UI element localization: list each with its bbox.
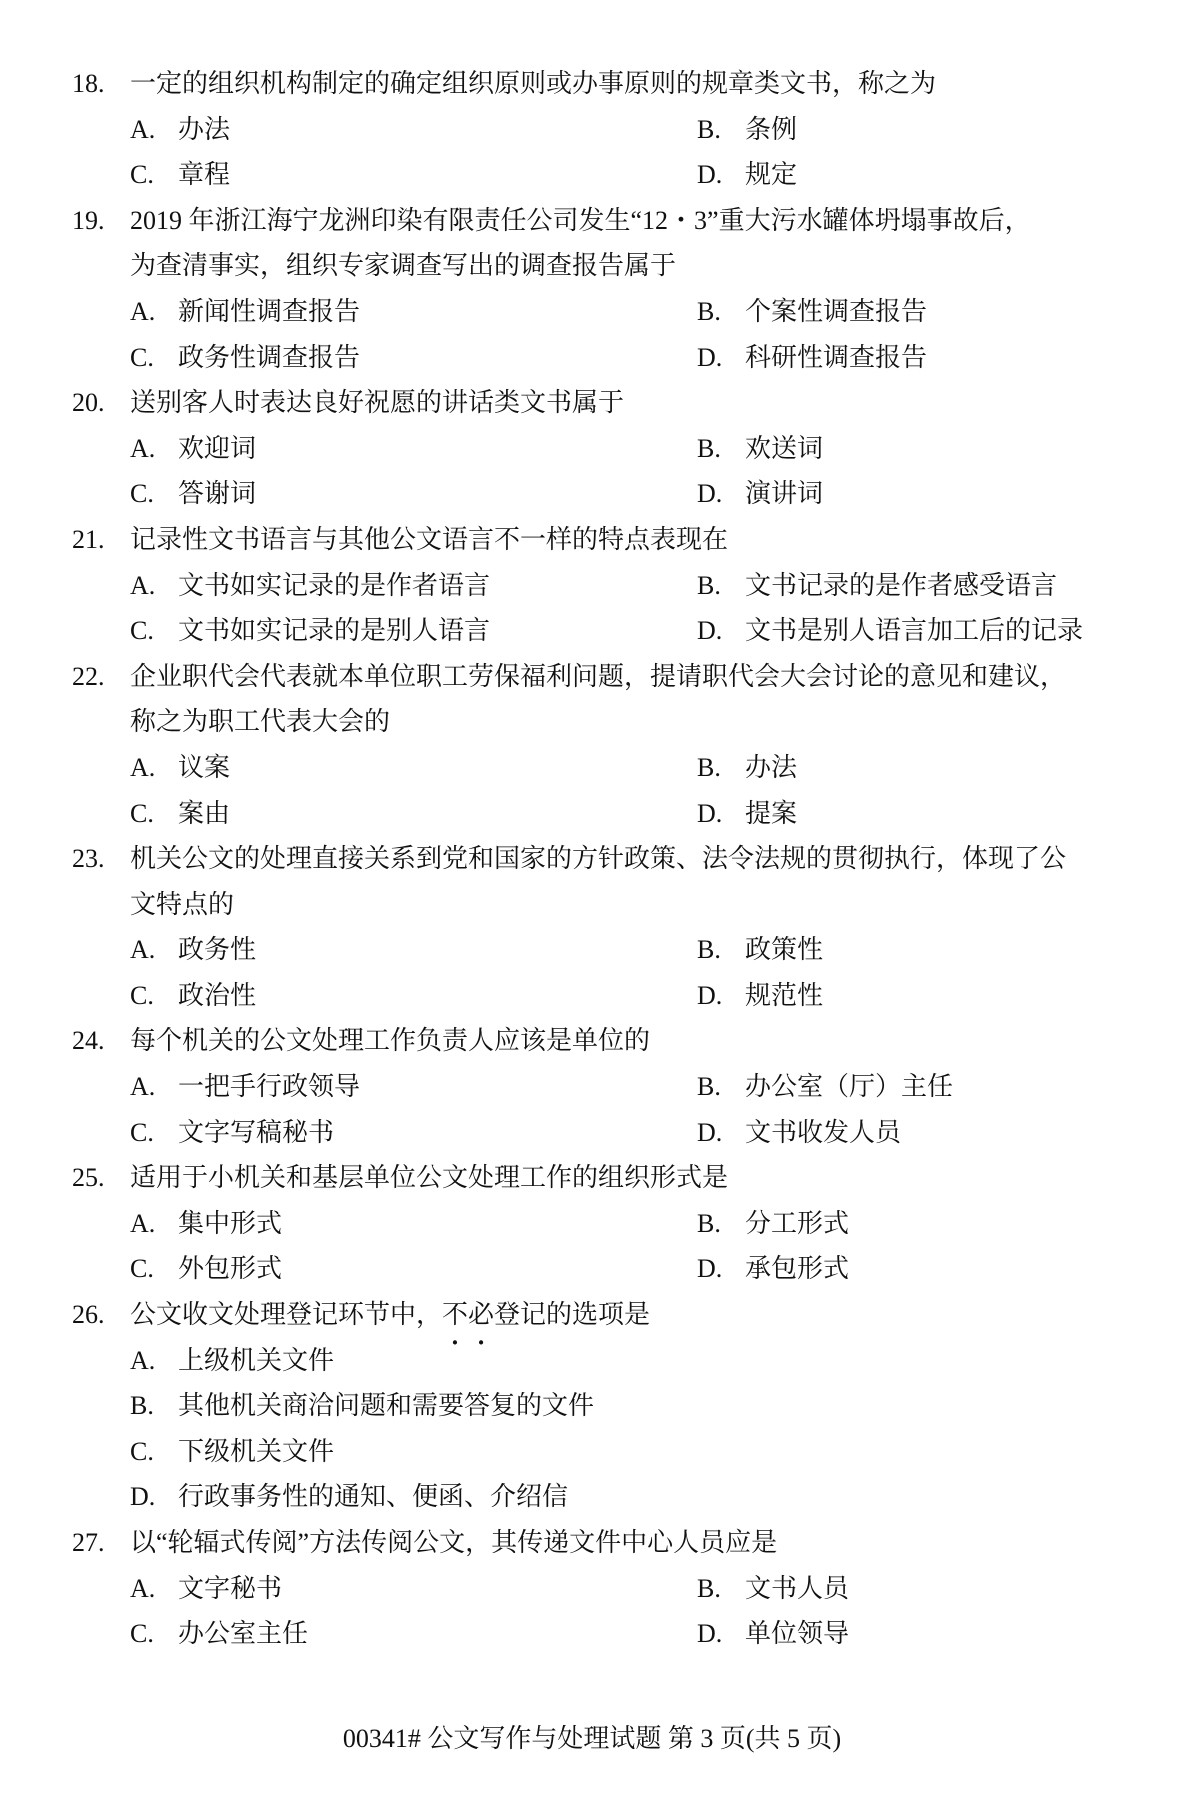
option-row — [0, 608, 1184, 654]
question-line — [0, 699, 1184, 745]
option-row — [0, 1383, 1184, 1429]
question-18 — [0, 61, 1184, 198]
question-text: 送别客人时表达良好祝愿的讲话类文书属于 — [130, 388, 625, 418]
option-row — [0, 927, 1184, 973]
question-19 — [0, 198, 1184, 380]
option-text: 下级机关文件 — [178, 1436, 335, 1466]
option-text: 欢送词 — [745, 433, 824, 463]
option-b — [697, 107, 797, 153]
option-label: B. — [697, 1573, 721, 1603]
option-label: B. — [697, 1208, 721, 1238]
question-line — [0, 243, 1184, 289]
option-row — [0, 471, 1184, 517]
option-row — [0, 1338, 1184, 1384]
option-label: C. — [130, 1436, 154, 1466]
option-text: 科研性调查报告 — [745, 342, 928, 372]
question-text: 一定的组织机构制定的确定组织原则或办事原则的规章类文书，称之为 — [130, 69, 937, 98]
option-row — [0, 563, 1184, 609]
question-text: 2019 年浙江海宁龙洲印染有限责任公司发生“12・3”重大污水罐体坍塌事故后， — [130, 205, 1031, 235]
option-row — [0, 1611, 1184, 1657]
question-text: 以“轮辐式传阅”方法传阅公文，其传递文件中心人员应是 — [130, 1528, 778, 1557]
option-b — [697, 426, 823, 472]
question-number: 26. — [72, 1300, 105, 1330]
option-label: A. — [130, 752, 156, 782]
option-text: 答谢词 — [178, 479, 257, 509]
option-label: A. — [130, 570, 156, 600]
question-line — [0, 380, 1184, 426]
question-number: 23. — [72, 844, 105, 874]
question-number: 19. — [72, 205, 105, 235]
question-23 — [0, 836, 1184, 1018]
exam-page — [0, 61, 1184, 1657]
option-label: A. — [130, 114, 156, 144]
option-row — [0, 973, 1184, 1019]
question-number: 27. — [72, 1528, 105, 1557]
option-label: C. — [130, 1619, 154, 1649]
option-b — [697, 927, 823, 973]
emphasis-dot-char: 不 — [442, 1300, 469, 1330]
option-text: 提案 — [745, 798, 798, 828]
option-label: C. — [130, 1254, 154, 1284]
option-text: 其他机关商洽问题和需要答复的文件 — [178, 1391, 595, 1421]
option-a — [130, 1338, 334, 1384]
option-label: C. — [130, 342, 154, 372]
option-c — [130, 1246, 282, 1292]
option-b — [697, 289, 927, 335]
question-text: 机关公文的处理直接关系到党和国家的方针政策、法令法规的贯彻执行，体现了公 — [130, 844, 1067, 874]
emphasis-dot-char: 必 — [468, 1300, 495, 1330]
question-line — [0, 1018, 1184, 1064]
option-text: 办法 — [745, 752, 798, 782]
question-26 — [0, 1292, 1184, 1520]
option-text: 文书如实记录的是作者语言 — [178, 570, 491, 600]
option-label: A. — [130, 1573, 156, 1603]
option-row — [0, 1246, 1184, 1292]
option-a — [130, 1064, 360, 1110]
option-label: B. — [697, 935, 721, 965]
option-a — [130, 426, 256, 472]
option-b — [697, 1064, 953, 1110]
option-d — [697, 152, 797, 198]
option-text: 分工形式 — [745, 1208, 850, 1238]
option-text: 外包形式 — [178, 1254, 283, 1284]
option-label: C. — [130, 980, 154, 1010]
option-label: A. — [130, 433, 156, 463]
option-c — [130, 1429, 334, 1475]
option-text: 条例 — [745, 114, 798, 144]
option-row — [0, 1110, 1184, 1156]
question-text: 公文收文处理登记环节中，不必登记的选项是 — [130, 1300, 651, 1330]
option-label: D. — [697, 342, 723, 372]
option-c — [130, 152, 230, 198]
question-text: 适用于小机关和基层单位公文处理工作的组织形式是 — [130, 1163, 729, 1193]
option-d — [697, 1246, 849, 1292]
option-text: 文书是别人语言加工后的记录 — [745, 616, 1084, 646]
option-label: A. — [130, 935, 156, 965]
question-line — [0, 61, 1184, 107]
option-d — [697, 471, 823, 517]
option-text: 集中形式 — [178, 1208, 283, 1238]
option-row — [0, 1474, 1184, 1520]
option-label: B. — [697, 296, 721, 326]
option-row — [0, 289, 1184, 335]
option-b — [697, 1566, 849, 1612]
option-label: D. — [697, 616, 723, 646]
option-d — [130, 1474, 568, 1520]
option-text: 个案性调查报告 — [745, 296, 928, 326]
option-text: 政务性调查报告 — [178, 342, 361, 372]
option-label: B. — [130, 1391, 154, 1421]
option-b — [697, 745, 797, 791]
option-text: 文字写稿秘书 — [178, 1117, 335, 1147]
option-c — [130, 608, 490, 654]
option-row — [0, 745, 1184, 791]
option-b — [697, 563, 1057, 609]
option-label: B. — [697, 752, 721, 782]
question-line — [0, 882, 1184, 928]
option-label: A. — [130, 1345, 156, 1375]
option-c — [130, 1611, 308, 1657]
option-label: C. — [130, 616, 154, 646]
option-a — [130, 1566, 282, 1612]
question-number: 20. — [72, 388, 105, 418]
option-a — [130, 563, 490, 609]
option-d — [697, 791, 797, 837]
option-d — [697, 973, 823, 1019]
question-line — [0, 654, 1184, 700]
option-label: B. — [697, 570, 721, 600]
option-row — [0, 426, 1184, 472]
option-text: 办公室（厅）主任 — [745, 1072, 954, 1102]
option-label: D. — [697, 1254, 723, 1284]
option-a — [130, 107, 230, 153]
question-number: 21. — [72, 524, 105, 554]
option-row — [0, 152, 1184, 198]
question-text: 企业职代会代表就本单位职工劳保福利问题，提请职代会大会讨论的意见和建议， — [130, 661, 1067, 691]
option-label: B. — [697, 1072, 721, 1102]
option-text: 政务性 — [178, 935, 257, 965]
option-text: 行政事务性的通知、便函、介绍信 — [178, 1482, 569, 1512]
question-22 — [0, 654, 1184, 836]
page-footer: 00341# 公文写作与处理试题 第 3 页(共 5 页) — [342, 1724, 842, 1753]
question-line — [0, 1155, 1184, 1201]
question-text: 记录性文书语言与其他公文语言不一样的特点表现在 — [130, 524, 729, 554]
option-c — [130, 791, 230, 837]
option-label: A. — [130, 1072, 156, 1102]
option-label: A. — [130, 1208, 156, 1238]
option-label: D. — [697, 1619, 723, 1649]
option-text: 承包形式 — [745, 1254, 850, 1284]
option-d — [697, 1110, 901, 1156]
option-text: 文书收发人员 — [745, 1117, 902, 1147]
option-label: C. — [130, 1117, 154, 1147]
option-text: 演讲词 — [745, 479, 824, 509]
option-label: D. — [130, 1482, 156, 1512]
option-label: D. — [697, 160, 723, 190]
question-number: 22. — [72, 661, 105, 691]
option-text: 欢迎词 — [178, 433, 257, 463]
option-a — [130, 289, 360, 335]
question-20 — [0, 380, 1184, 517]
question-line — [0, 517, 1184, 563]
option-text: 上级机关文件 — [178, 1345, 335, 1375]
question-21 — [0, 517, 1184, 654]
option-d — [697, 608, 1083, 654]
option-c — [130, 1110, 334, 1156]
option-text: 办公室主任 — [178, 1619, 309, 1649]
option-a — [130, 927, 256, 973]
question-line — [0, 1520, 1184, 1566]
option-row — [0, 1566, 1184, 1612]
option-label: D. — [697, 980, 723, 1010]
option-label: D. — [697, 798, 723, 828]
question-24 — [0, 1018, 1184, 1155]
option-row — [0, 1429, 1184, 1475]
question-text: 文特点的 — [130, 889, 235, 919]
question-number: 18. — [72, 69, 105, 98]
question-text: 称之为职工代表大会的 — [130, 707, 391, 737]
option-c — [130, 471, 256, 517]
question-27 — [0, 1520, 1184, 1657]
option-row — [0, 1201, 1184, 1247]
option-text: 文书人员 — [745, 1573, 850, 1603]
option-text: 议案 — [178, 752, 231, 782]
option-label: A. — [130, 296, 156, 326]
option-text: 文书记录的是作者感受语言 — [745, 570, 1058, 600]
option-text: 政策性 — [745, 935, 824, 965]
question-number: 25. — [72, 1163, 105, 1193]
option-c — [130, 335, 360, 381]
option-a — [130, 1201, 282, 1247]
option-b — [130, 1383, 594, 1429]
option-text: 章程 — [178, 160, 231, 190]
question-number: 24. — [72, 1026, 105, 1056]
option-label: D. — [697, 479, 723, 509]
option-text: 政治性 — [178, 980, 257, 1010]
option-d — [697, 335, 927, 381]
option-c — [130, 973, 256, 1019]
option-label: B. — [697, 433, 721, 463]
question-line — [0, 1292, 1184, 1338]
question-text: 为查清事实，组织专家调查写出的调查报告属于 — [130, 251, 677, 281]
option-text: 办法 — [178, 114, 231, 144]
question-line — [0, 198, 1184, 244]
option-text: 文书如实记录的是别人语言 — [178, 616, 491, 646]
option-row — [0, 1064, 1184, 1110]
option-label: B. — [697, 114, 721, 144]
option-text: 规范性 — [745, 980, 824, 1010]
option-label: D. — [697, 1117, 723, 1147]
option-label: C. — [130, 479, 154, 509]
option-a — [130, 745, 230, 791]
option-text: 文字秘书 — [178, 1573, 283, 1603]
option-label: C. — [130, 798, 154, 828]
option-row — [0, 791, 1184, 837]
option-text: 案由 — [178, 798, 231, 828]
option-text: 新闻性调查报告 — [178, 296, 361, 326]
option-d — [697, 1611, 849, 1657]
option-row — [0, 107, 1184, 153]
question-text: 每个机关的公文处理工作负责人应该是单位的 — [130, 1026, 651, 1056]
option-text: 规定 — [745, 160, 798, 190]
question-line — [0, 836, 1184, 882]
option-b — [697, 1201, 849, 1247]
option-text: 一把手行政领导 — [178, 1072, 361, 1102]
question-25 — [0, 1155, 1184, 1292]
option-label: C. — [130, 160, 154, 190]
option-text: 单位领导 — [745, 1619, 850, 1649]
option-row — [0, 335, 1184, 381]
